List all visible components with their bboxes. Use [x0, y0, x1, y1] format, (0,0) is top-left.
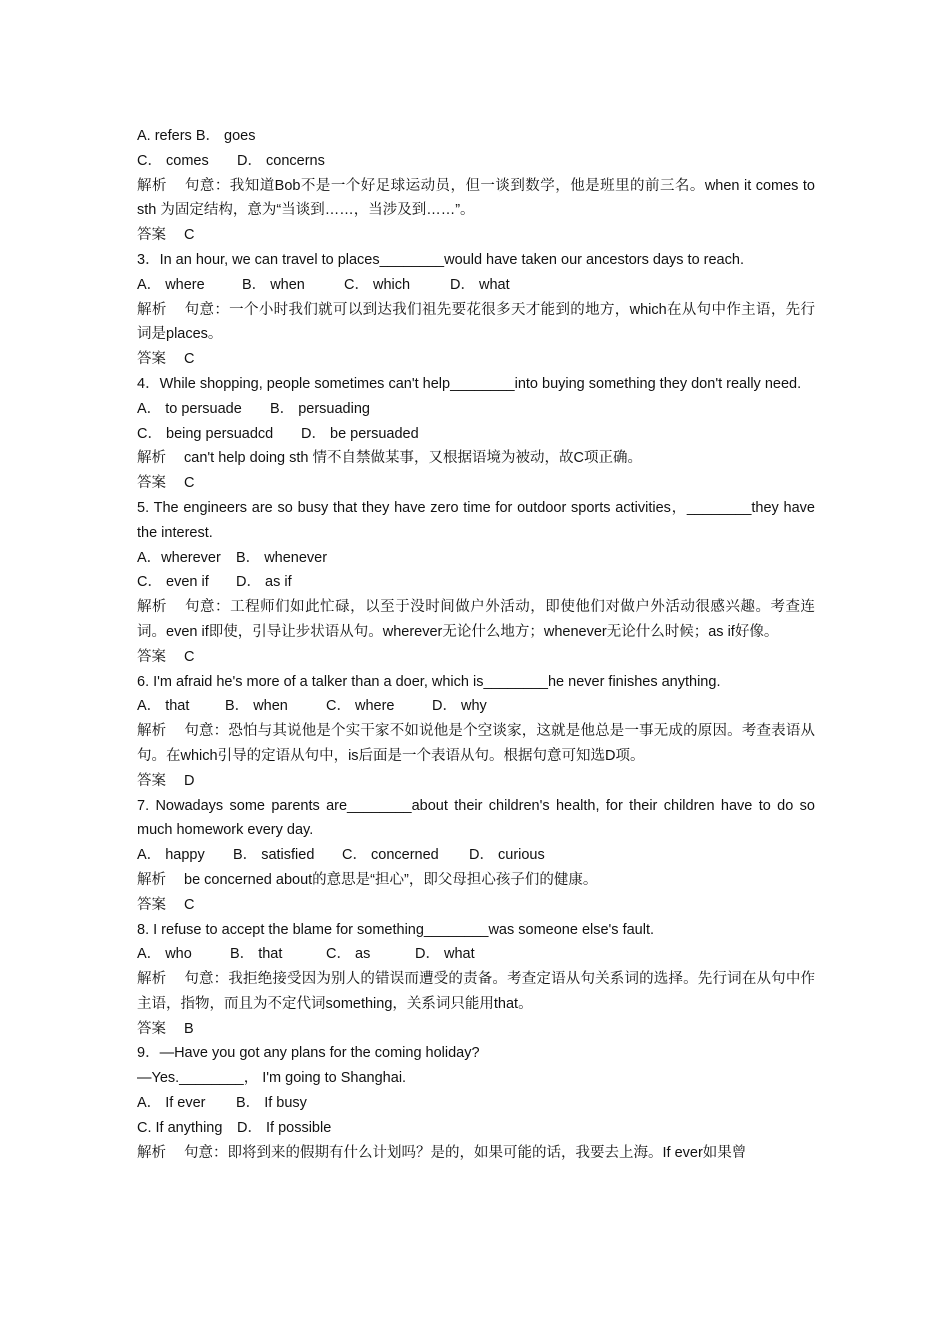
q2-analysis-text: 句意：我知道Bob不是一个好足球运动员，但一谈到数学，他是班里的前三名。when it comes to sth 为固定结构，意为“当谈到……，当涉及到……”。	[137, 177, 815, 219]
q5-analysis-text: 句意：工程师们如此忙碌，以至于没时间做户外活动，即使他们对做户外活动很感兴趣。考查连词。even if即使，引导让步状语从句。wherever无论什么地方；whenever无论什么时候；as if好像。	[137, 599, 816, 640]
q6-option-c: C． where	[326, 698, 395, 715]
q9-analysis-text: 句意：即将到来的假期有什么计划吗？是的，如果可能的话，我要去上海。If ever如果曾	[184, 1144, 747, 1161]
q7-answer	[137, 893, 815, 918]
answer-label: 答案	[137, 772, 166, 789]
q4-stem: 4．While shopping, people sometimes can't help________into buying something they don't really need.	[137, 375, 802, 392]
q9-option-b: B． If busy	[236, 1095, 307, 1112]
q5-answer-value: C	[184, 648, 195, 665]
q6-answer	[137, 769, 815, 794]
q9-stem-line1: 9．—Have you got any plans for the coming holiday?	[137, 1045, 480, 1062]
q2-options-line1: A. refers B． goes	[137, 128, 256, 144]
q6-options	[137, 694, 815, 719]
q8-option-a: A． who	[137, 946, 192, 963]
q3-option-a: A． where	[137, 276, 205, 293]
q8-analysis	[137, 967, 815, 1017]
q3-answer-value: C	[184, 351, 195, 368]
q7-options	[137, 843, 815, 868]
q4-analysis	[137, 446, 815, 471]
q8-option-d: D． what	[415, 946, 475, 963]
q8-options	[137, 942, 815, 967]
answer-label: 答案	[137, 227, 166, 244]
analysis-label: 解析	[137, 599, 168, 616]
q4-option-a: A． to persuade	[137, 400, 242, 417]
analysis-label: 解析	[137, 1144, 166, 1161]
q7-option-b: B． satisfied	[233, 847, 315, 864]
q5-option-d: D． as if	[236, 574, 292, 591]
q5-analysis	[137, 595, 815, 645]
q3-option-d: D． what	[450, 276, 510, 293]
q3-stem: 3．In an hour, we can travel to places________would have taken our ancestors days to reach.	[137, 251, 744, 268]
q7-stem: 7. Nowadays some parents are________about their children's health, for their children have to do so much homework every day.	[137, 797, 815, 839]
q8-analysis-text: 句意：我拒绝接受因为别人的错误而遭受的责备。考查定语从句关系词的选择。先行词在从句中作主语，指物，而且为不定代词something，关系词只能用that。	[137, 971, 815, 1012]
analysis-label: 解析	[137, 177, 167, 194]
q3-option-b: B． when	[242, 276, 305, 293]
analysis-label: 解析	[137, 723, 167, 740]
q3-analysis	[137, 298, 815, 348]
q6-option-a: A． that	[137, 698, 190, 715]
q5-stem: 5. The engineers are so busy that they have zero time for outdoor sports activities，________they have the interest.	[137, 499, 815, 541]
analysis-label: 解析	[137, 301, 167, 318]
q9-option-a: A． If ever	[137, 1095, 206, 1112]
q2-option-d: D． concerns	[237, 152, 325, 169]
q9-options-line2	[137, 1116, 815, 1141]
q3-option-c: C． which	[344, 276, 411, 293]
q4-option-d: D． be persuaded	[301, 425, 419, 442]
q9-options-line1	[137, 1091, 815, 1116]
q6-option-d: D． why	[432, 698, 487, 715]
answer-label: 答案	[137, 896, 166, 913]
q8-answer-value: B	[184, 1020, 194, 1037]
q8-answer	[137, 1017, 815, 1042]
q7-option-d: D． curious	[469, 847, 545, 864]
q7-option-c: C． concerned	[342, 847, 439, 864]
q4-option-b: B． persuading	[270, 400, 370, 417]
q8-stem: 8. I refuse to accept the blame for something________was someone else's fault.	[137, 921, 655, 938]
q3-answer	[137, 347, 815, 372]
q7-analysis	[137, 868, 815, 893]
q3-options	[137, 273, 815, 298]
q4-answer	[137, 471, 815, 496]
q8-option-c: C． as	[326, 946, 371, 963]
q6-analysis-text: 句意：恐怕与其说他是个实干家不如说他是个空谈家，这就是他总是一事无成的原因。考查表语从句。在which引导的定语从句中，is后面是一个表语从句。根据句意可知选D项。	[137, 723, 815, 764]
q7-option-a: A． happy	[137, 847, 205, 864]
q9-option-d: D． If possible	[237, 1119, 332, 1136]
q5-options-line1	[137, 546, 815, 571]
q2-option-c: C． comes	[137, 152, 209, 169]
analysis-label: 解析	[137, 450, 166, 467]
analysis-label: 解析	[137, 971, 167, 988]
analysis-label: 解析	[137, 871, 166, 888]
q2-analysis	[137, 174, 815, 224]
q4-option-c: C． being persuadcd	[137, 425, 274, 442]
q4-options-line1	[137, 397, 815, 422]
q2-answer	[137, 223, 815, 248]
q2-answer-value: C	[184, 227, 195, 244]
answer-label: 答案	[137, 351, 166, 368]
document-page	[137, 124, 815, 1165]
q5-options-line2	[137, 570, 815, 595]
answer-label: 答案	[137, 475, 166, 492]
q9-option-c: C. If anything	[137, 1119, 223, 1136]
q6-answer-value: D	[184, 772, 195, 789]
q5-answer	[137, 645, 815, 670]
q4-answer-value: C	[184, 475, 195, 492]
q9-analysis	[137, 1141, 815, 1166]
answer-label: 答案	[137, 648, 166, 665]
q2-options-line2	[137, 149, 815, 174]
q6-analysis	[137, 719, 815, 769]
q8-option-b: B． that	[230, 946, 283, 963]
q4-options-line2	[137, 422, 815, 447]
q5-option-c: C． even if	[137, 574, 209, 591]
answer-label: 答案	[137, 1020, 166, 1037]
q3-analysis-text: 句意：一个小时我们就可以到达我们祖先要花很多天才能到的地方，which在从句中作主语，先行词是places。	[137, 301, 815, 343]
q6-option-b: B． when	[225, 698, 288, 715]
q6-stem: 6. I'm afraid he's more of a talker than a doer, which is________he never finishes anything.	[137, 673, 721, 690]
q5-option-b: B． whenever	[236, 549, 328, 566]
q5-option-a: A．wherever	[137, 549, 221, 566]
q7-answer-value: C	[184, 896, 195, 913]
q9-stem-line2: —Yes.________， I'm going to Shanghai.	[137, 1070, 407, 1087]
q4-analysis-text: can't help doing sth 情不自禁做某事，又根据语境为被动，故C项正确。	[184, 450, 642, 467]
q7-analysis-text: be concerned about的意思是“担心”，即父母担心孩子们的健康。	[184, 871, 598, 888]
